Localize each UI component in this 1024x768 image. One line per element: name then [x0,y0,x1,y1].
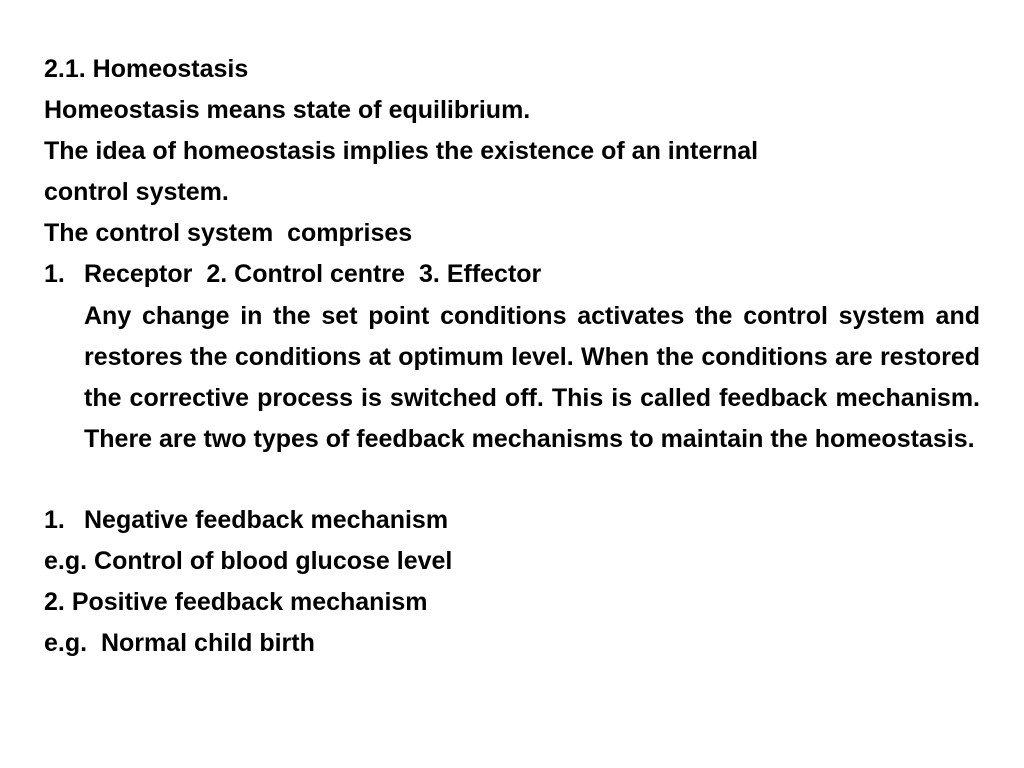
list-number: 1. [44,506,65,534]
example-negative: e.g. Control of blood glucose level [44,547,453,575]
list-number: 2. [44,588,65,616]
feedback-paragraph: Any change in the set point conditions activates the control system and restores the conditions at optimum level. When the conditions are restored the corrective process is switched off. This is called feedback mechanism. There are two types of feedback mechanisms to maintain the homeostasis. [84,302,980,453]
component-effector: 3. Effector [419,260,542,288]
example-positive: e.g. Normal child birth [44,629,315,657]
type-item-positive [44,585,980,619]
idea-line-2: control system. [44,178,229,206]
type-item-negative [44,503,980,537]
heading: 2.1. Homeostasis [44,55,249,83]
comprises-line: The control system comprises [44,219,413,247]
component-control-centre: 2. Control centre [206,260,406,288]
definition-line: Homeostasis means state of equilibrium. [44,96,531,124]
component-receptor: Receptor [84,260,193,288]
type-label: Negative feedback mechanism [84,506,449,534]
type-label: Positive feedback mechanism [71,588,428,616]
components-list [44,257,980,291]
list-number: 1. [44,260,65,288]
idea-line-1: The idea of homeostasis implies the existence of an internal [44,137,759,165]
